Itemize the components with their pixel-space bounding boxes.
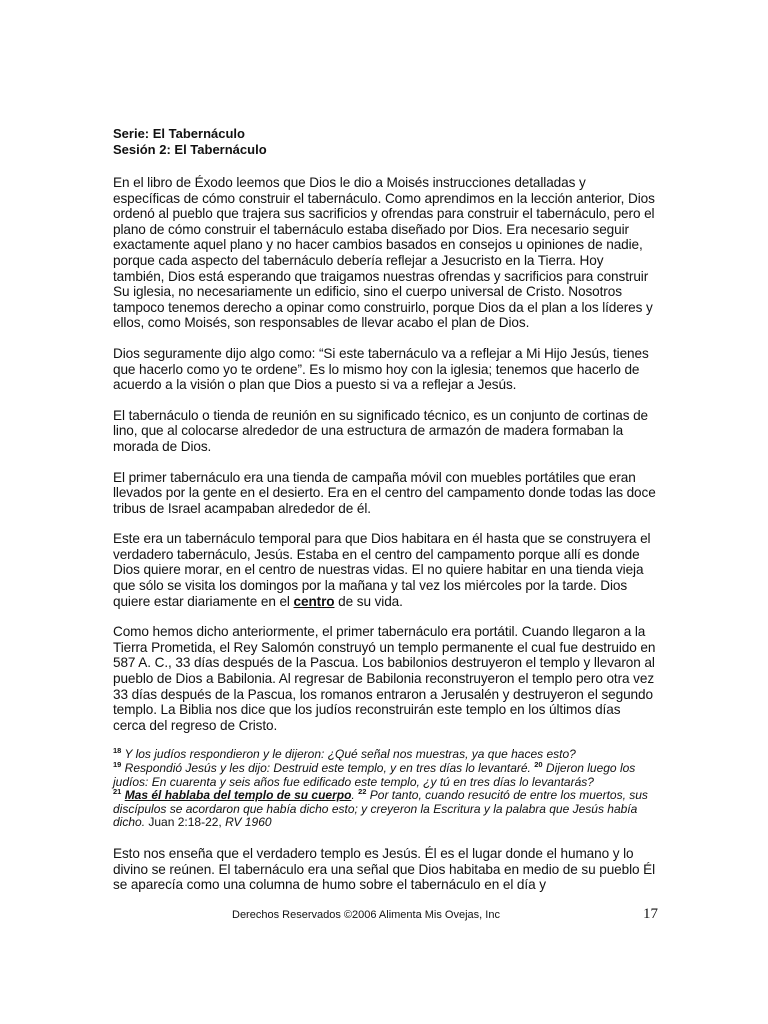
paragraph-4: El primer tabernáculo era una tienda de campaña móvil con muebles portátiles que eran llevados por la gente en el desierto. Era en el centro del campamento donde todas las doce tribus de Israel acampaban alrededor de él.	[113, 469, 656, 516]
verse-number: 19	[113, 760, 122, 769]
verse-text: Dijeron luego los judíos: En cuarenta y seis años fue edificado este templo, ¿y tú en tres días lo levantarás?	[113, 761, 636, 789]
bible-version: RV 1960	[225, 815, 272, 830]
paragraph-6: Como hemos dicho anteriormente, el primer tabernáculo era portátil. Cuando llegaron a la Tierra Prometida, el Rey Salomón construyó un templo permanente el cual fue destruido en 587 A. C., 33 días después de la Pascua. Los babilonios destruyeron el templo y llevaron al pueblo de Dios a Babilonia. Al regresar de Babilonia reconstruyeron el templo pero otra vez 33 días después de la Pascua, los romanos entraron a Jerusalén y destruyeron el segundo templo. La Biblia nos dice que los judíos reconstruirán este templo en los últimos días cerca del regreso de Cristo.	[113, 624, 656, 733]
verse-emphasis: Mas él hablaba del templo de su cuerpo	[124, 788, 352, 803]
verse-text: Respondió Jesús y les dijo: Destruid este templo, y en tres días lo levantaré.	[121, 761, 535, 775]
paragraph-5	[113, 531, 656, 609]
verse-number: 20	[534, 760, 543, 769]
verse-18	[113, 748, 656, 762]
paragraph-5-end: de su vida.	[334, 593, 403, 609]
scripture-quote	[113, 748, 656, 830]
paragraph-2: Dios seguramente dijo algo como: “Si este tabernáculo va a reflejar a Mi Hijo Jesús, tienes que hacerlo como yo te ordene”. Es lo mismo hoy con la iglesia; tenemos que hacerlo de acuerdo a la visión o plan que Dios a puesto si va a reflejar a Jesús.	[113, 345, 649, 393]
paragraph-5-text: Este era un tabernáculo temporal para que Dios habitara en él hasta que se construyera el verdadero tabernáculo, Jesús. Estaba en el centro del campamento porque allí es donde Dios quiere morar, en el centro de nuestras vidas. El no quiere habitar en una tienda vieja que sólo se visita los domingos por la mañana y tal vez los miércoles por la tarde. Dios quiere estar diariamente en el	[113, 531, 651, 609]
document-body	[113, 126, 656, 908]
verse-text: .	[351, 788, 359, 803]
page-number: 17	[643, 906, 658, 922]
scripture-reference: Juan 2:18-22,	[145, 815, 226, 830]
verse-number: 18	[113, 746, 122, 756]
verse-19-20	[113, 762, 656, 789]
verse-21-22	[113, 789, 656, 830]
verse-number: 22	[358, 787, 367, 797]
paragraph-7: Esto nos enseña que el verdadero templo es Jesús. Él es el lugar donde el humano y lo divino se reúnen. El tabernáculo era una señal que Dios habitaba en medio de su pueblo Él se aparecía como una columna de humo sobre el tabernáculo en el día y	[113, 845, 656, 893]
paragraph-3: El tabernáculo o tienda de reunión en su significado técnico, es un conjunto de cortinas de lino, que al colocarse alrededor de una estructura de armazón de madera formaban la morada de Dios.	[113, 407, 649, 454]
emphasis-centro: centro	[293, 593, 335, 609]
verse-text: Por tanto, cuando resucitó de entre los muertos, sus discípulos se acordaron que había dicho esto; y creyeron la Escritura y la palabra que Jesús había dicho.	[113, 788, 648, 830]
paragraph-1: En el libro de Éxodo leemos que Dios le dio a Moisés instrucciones detalladas y específicas de cómo construir el tabernáculo. Como aprendimos en la lección anterior, Dios ordenó al pueblo que trajera sus sacrificios y ofrendas para construir el tabernáculo, pero el plano de cómo construir el tabernáculo estaba diseñado por Dios. Era necesario seguir exactamente aquel plano y no hacer cambios basados en consejos u opiniones de nadie, porque cada aspecto del tabernáculo debería reflejar a Jesucristo en la Tierra. Hoy también, Dios está esperando que traigamos nuestras ofrendas y sacrificios para construir Su iglesia, no necesariamente un edificio, sino el cuerpo universal de Cristo. Nosotros tampoco tenemos derecho a opinar como construirlo, porque Dios da el plan a los líderes y ellos, como Moisés, son responsables de llevar acabo el plan de Dios.	[113, 175, 655, 331]
footer-copyright: Derechos Reservados ©2006 Alimenta Mis Ovejas, Inc	[232, 909, 500, 921]
series-title: Serie: El Tabernáculo	[113, 126, 245, 141]
verse-number: 21	[113, 787, 122, 797]
session-title: Sesión 2: El Tabernáculo	[113, 142, 267, 157]
verse-text: Y los judíos respondieron y le dijeron: ¿Qué señal nos muestras, ya que haces esto?	[121, 747, 576, 762]
